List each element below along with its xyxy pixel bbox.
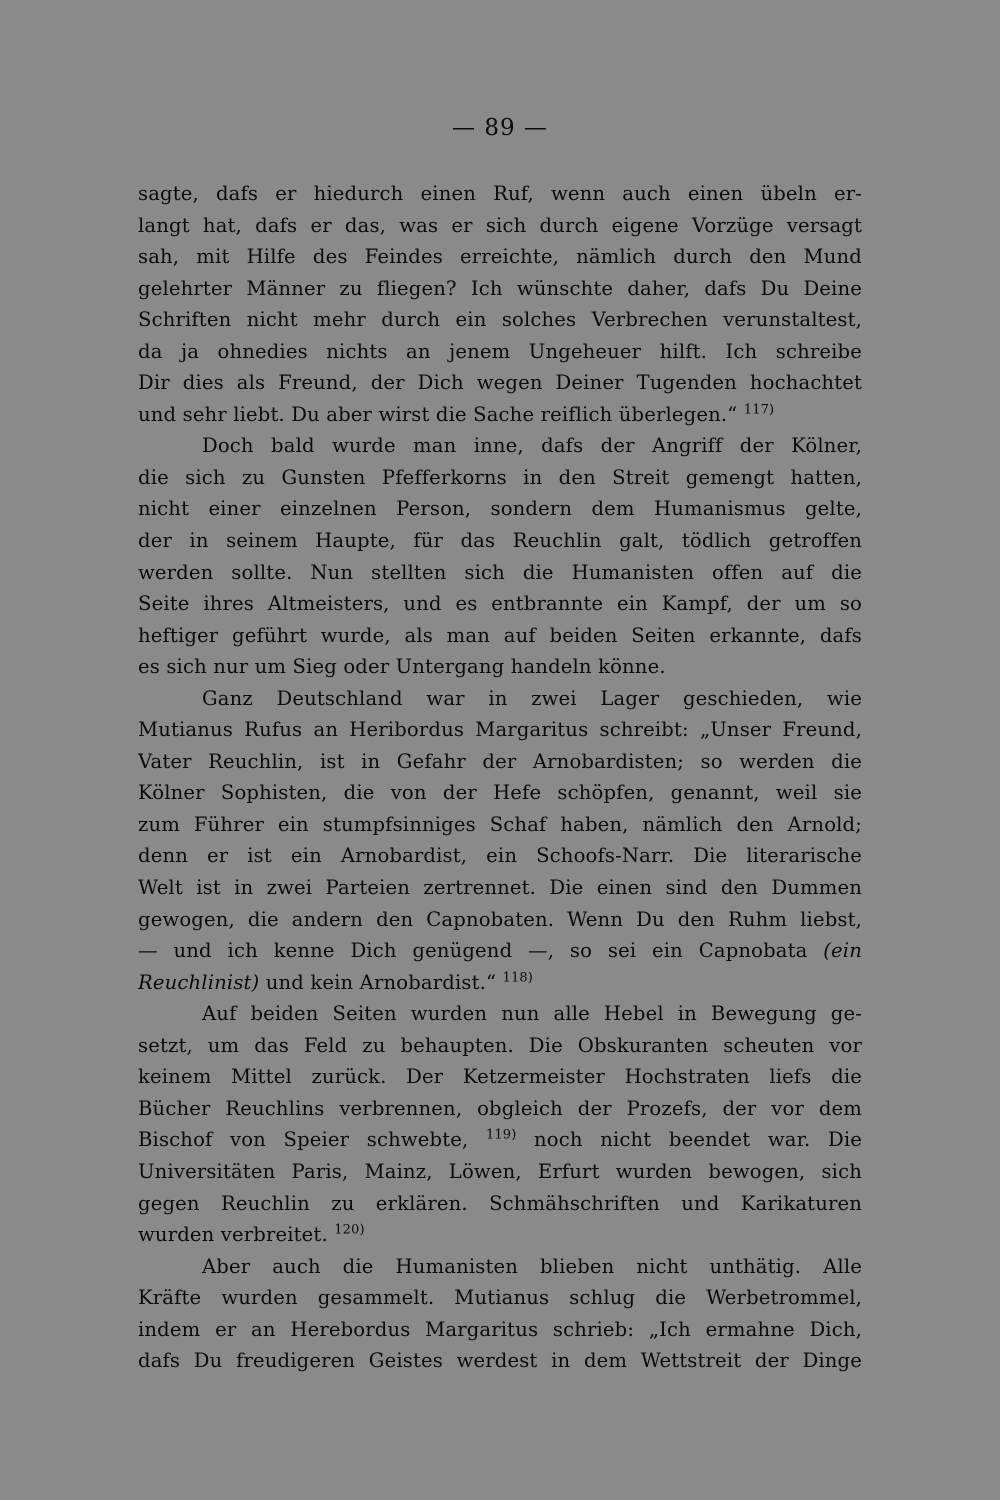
text-line: werden sollte. Nun stellten sich die Humanisten offen auf die <box>138 560 862 584</box>
text-line: Vater Reuchlin, ist in Gefahr der Arnobardisten; so werden die <box>138 749 862 773</box>
text-line: Kölner Sophisten, die von der Hefe schöpfen, genannt, weil sie <box>138 781 862 805</box>
text-line: sah, mit Hilfe des Feindes erreichte, nämlich durch den Mund <box>138 245 862 269</box>
text-line: Bischof von Speier schwebte, $^{119)}$ noch nicht beendet war. Die <box>138 1127 862 1152</box>
text-line: Ganz Deutschland war in zwei Lager geschieden, wie <box>202 686 862 710</box>
text-line: dafs Du freudigeren Geistes werdest in dem Wettstreit der Dinge <box>138 1349 862 1373</box>
text-line: wurden verbreitet. $^{120)}$ <box>138 1222 365 1247</box>
italic-text: Reuchlinist) <box>138 970 260 994</box>
text-line: — und ich kenne Dich genügend —, so sei ein Capnobata (ein <box>138 939 862 963</box>
footnote-marker: 117) <box>743 402 775 418</box>
page-number-header <box>0 115 1000 141</box>
text-line: da ja ohnedies nichts an jenem Ungeheuer hilft. Ich schreibe <box>138 339 862 363</box>
text-line: Dir dies als Freund, der Dich wegen Deiner Tugenden hochachtet <box>138 371 862 395</box>
text-line: sagte, dafs er hiedurch einen Ruf, wenn auch einen übeln er- <box>138 182 862 205</box>
footnote-marker: 118) <box>502 970 534 986</box>
text-line: Bücher Reuchlins verbrennen, obgleich der Prozefs, der vor dem <box>138 1096 862 1120</box>
text-line: setzt, um das Feld zu behaupten. Die Obskuranten scheuten vor <box>138 1033 862 1057</box>
text-line: Doch bald wurde man inne, dafs der Angriff der Kölner, <box>202 434 862 458</box>
text-line: und sehr liebt. Du aber wirst die Sache reiflich überlegen.“ $^{117)}$ <box>138 402 775 426</box>
text-line: Reuchlinist) und kein Arnobardist.“ $^{118)}$ <box>138 970 534 994</box>
page-body-text <box>138 178 862 1377</box>
text-line: indem er an Herebordus Margaritus schrieb: „Ich ermahne Dich, <box>138 1317 862 1341</box>
text-line: Aber auch die Humanisten blieben nicht unthätig. Alle <box>202 1254 862 1278</box>
text-line: denn er ist ein Arnobardist, ein Schoofs-Narr. Die literarische <box>138 844 862 868</box>
page-number: — 89 — <box>452 115 548 141</box>
text-line: heftiger geführt wurde, als man auf beiden Seiten erkannte, dafs <box>138 623 862 647</box>
italic-text: (ein <box>823 939 862 963</box>
footnote-marker: 119) <box>485 1127 517 1143</box>
text-line: langt hat, dafs er das, was er sich durch eigene Vorzüge versagt <box>138 213 862 237</box>
text-line: der in seinem Haupte, für das Reuchlin galt, tödlich getroffen <box>138 529 862 553</box>
text-line: Auf beiden Seiten wurden nun alle Hebel in Bewegung ge- <box>202 1002 862 1026</box>
text-line: Universitäten Paris, Mainz, Löwen, Erfurt wurden bewogen, sich <box>138 1159 862 1183</box>
footnote-marker: 120) <box>334 1222 365 1238</box>
text-line: gelehrter Männer zu fliegen? Ich wünschte daher, dafs Du Deine <box>138 276 862 300</box>
text-line: gewogen, die andern den Capnobaten. Wenn Du den Ruhm liebst, <box>138 907 862 931</box>
text-line: Kräfte wurden gesammelt. Mutianus schlug die Werbetrommel, <box>138 1286 862 1310</box>
text-line: die sich zu Gunsten Pfefferkorns in den Streit gemengt hatten, <box>138 465 862 489</box>
text-line: zum Führer ein stumpfsinniges Schaf haben, nämlich den Arnold; <box>138 812 862 836</box>
text-line: Mutianus Rufus an Heribordus Margaritus schreibt: „Unser Freund, <box>138 718 862 742</box>
text-line: nicht einer einzelnen Person, sondern dem Humanismus gelte, <box>138 497 862 521</box>
text-line: Schriften nicht mehr durch ein solches Verbrechen verunstaltest, <box>138 308 862 332</box>
text-line: Seite ihres Altmeisters, und es entbrannte ein Kampf, der um so <box>138 592 862 616</box>
text-line: keinem Mittel zurück. Der Ketzermeister Hochstraten liefs die <box>138 1065 862 1089</box>
text-line: es sich nur um Sieg oder Untergang handeln könne. <box>138 655 666 679</box>
text-line: Welt ist in zwei Parteien zertrennet. Die einen sind den Dummen <box>138 876 862 900</box>
text-line: gegen Reuchlin zu erklären. Schmähschriften und Karikaturen <box>138 1191 862 1215</box>
